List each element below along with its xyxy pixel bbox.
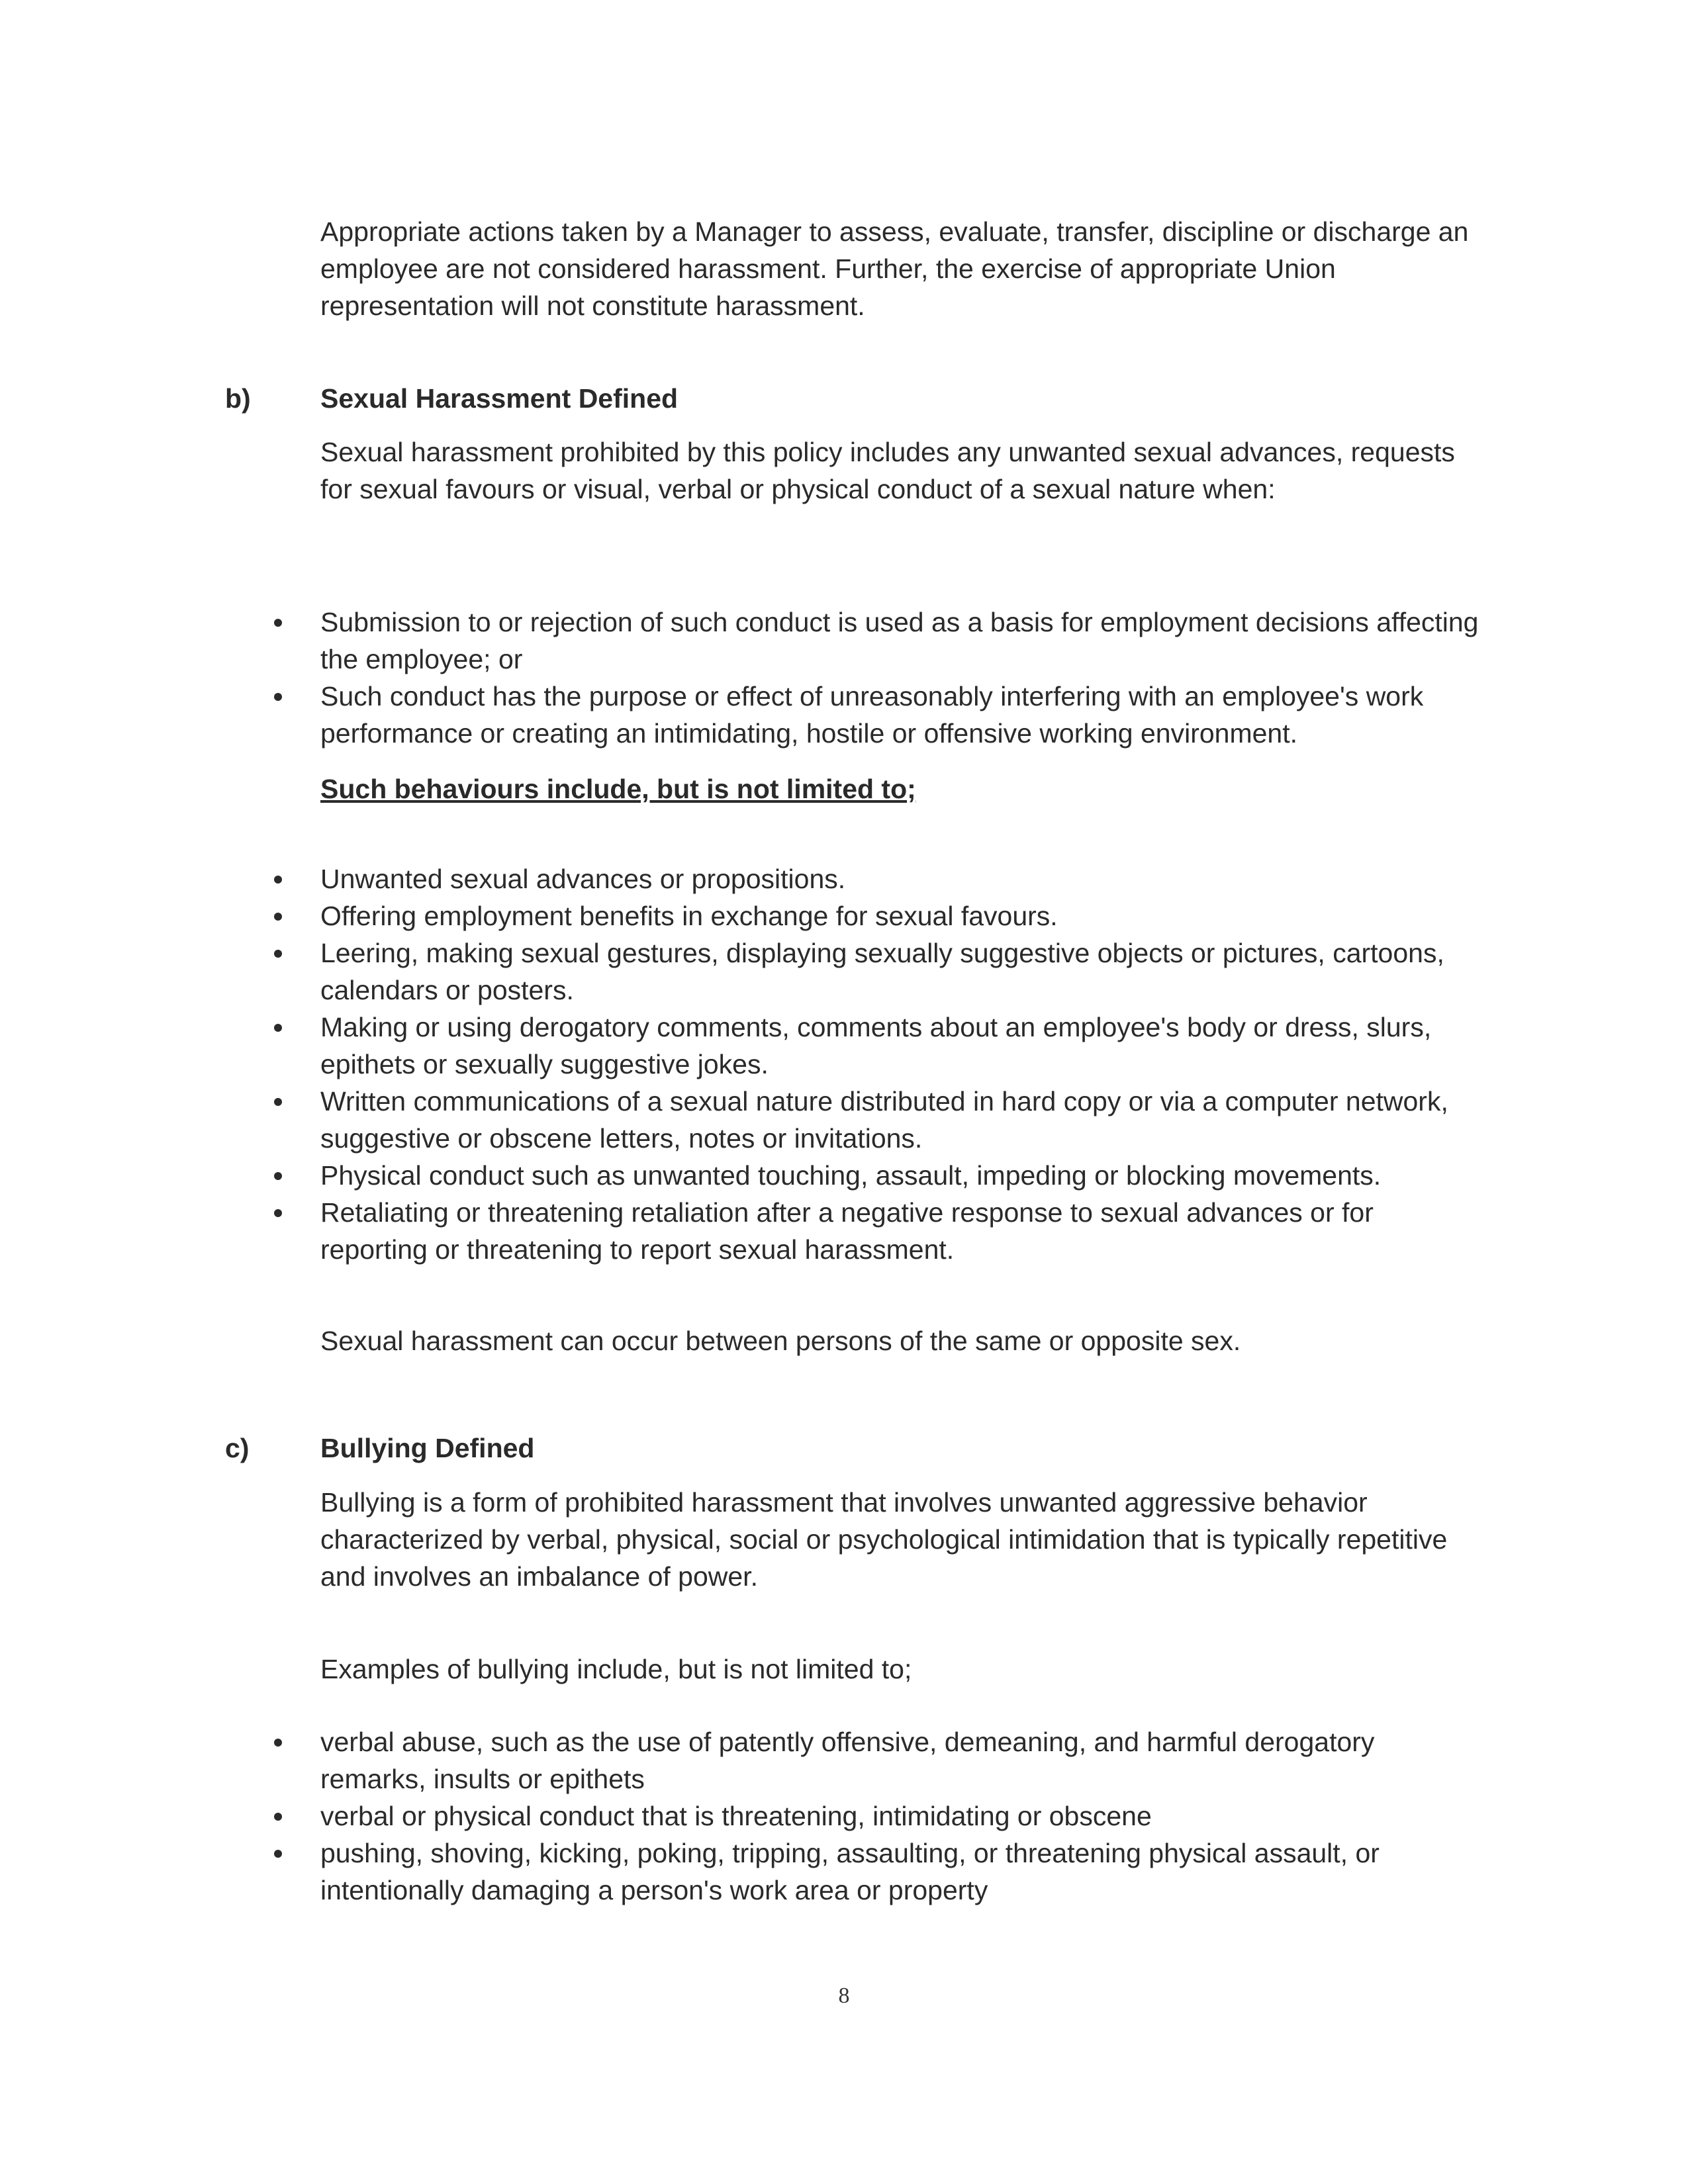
- bullet-icon: [274, 619, 282, 627]
- intro-paragraph-text: Appropriate actions taken by a Manager to assess, evaluate, transfer, discipline or discharge an employee are not considered harassment. Further, the exercise of appropriate Union representation will not constitute harassment.: [320, 216, 1469, 321]
- list-item: Retaliating or threatening retaliation after a negative response to sexual advances or for reporting or threatening to report sexual harassment.: [0, 1194, 1523, 1268]
- list-item: verbal abuse, such as the use of patently offensive, demeaning, and harmful derogatory remarks, insults or epithets: [0, 1723, 1523, 1797]
- bullet-icon: [274, 1098, 282, 1106]
- section-b-paragraph: [320, 433, 1485, 508]
- bullet-icon: [274, 950, 282, 958]
- list-item: Leering, making sexual gestures, displaying sexually suggestive objects or pictures, cartoons, calendars or posters.: [0, 934, 1523, 1009]
- bullet-icon: [274, 1024, 282, 1032]
- bullet-icon: [274, 1850, 282, 1858]
- bullet-icon: [274, 1739, 282, 1747]
- section-b-paragraph-text: Sexual harassment prohibited by this policy includes any unwanted sexual advances, requests for sexual favours or visual, verbal or physical conduct of a sexual nature when:: [320, 437, 1455, 504]
- list-item: verbal or physical conduct that is threatening, intimidating or obscene: [0, 1797, 1523, 1835]
- bullet-icon: [274, 913, 282, 921]
- list-item: Unwanted sexual advances or propositions.: [0, 860, 1523, 897]
- section-b-closing-text: Sexual harassment can occur between persons of the same or opposite sex.: [320, 1326, 1241, 1356]
- list-item: Offering employment benefits in exchange for sexual favours.: [0, 897, 1523, 934]
- intro-paragraph: [320, 213, 1485, 324]
- section-c-marker: c): [225, 1433, 250, 1463]
- bullet-icon: [274, 1813, 282, 1821]
- bullet-icon: [274, 1172, 282, 1180]
- section-c-examples-intro-text: Examples of bullying include, but is not limited to;: [320, 1654, 912, 1684]
- list-item: Written communications of a sexual nature distributed in hard copy or via a computer network, suggestive or obscene letters, notes or invitations.: [0, 1083, 1523, 1157]
- section-b-behaviours-list: [0, 860, 1523, 1268]
- bullet-icon: [274, 693, 282, 701]
- bullet-icon: [274, 1209, 282, 1217]
- section-c-paragraph: [320, 1484, 1485, 1595]
- section-b-closing: [320, 1322, 1485, 1359]
- section-c-examples-intro: [320, 1651, 1485, 1688]
- section-c-examples-list: [0, 1723, 1523, 1909]
- list-item: Submission to or rejection of such conduct is used as a basis for employment decisions affecting the employee; or: [0, 604, 1523, 678]
- section-b-conditions-list: [0, 604, 1523, 752]
- section-c-heading: Bullying Defined: [320, 1433, 535, 1463]
- page-number: 8: [838, 1983, 850, 2008]
- bullet-icon: [274, 876, 282, 884]
- list-item: Making or using derogatory comments, comments about an employee's body or dress, slurs, epithets or sexually suggestive jokes.: [0, 1009, 1523, 1083]
- list-item: Such conduct has the purpose or effect of unreasonably interfering with an employee's work performance or creating an intimidating, hostile or offensive working environment.: [0, 678, 1523, 752]
- list-item: Physical conduct such as unwanted touching, assault, impeding or blocking movements.: [0, 1157, 1523, 1194]
- list-item: pushing, shoving, kicking, poking, tripping, assaulting, or threatening physical assault, or intentionally damaging a person's work area or property: [0, 1835, 1523, 1909]
- section-c-paragraph-text: Bullying is a form of prohibited harassment that involves unwanted aggressive behavior characterized by verbal, physical, social or psychological intimidation that is typically repetitive and involves an imbalance of power.: [320, 1487, 1448, 1592]
- section-b-subheading: Such behaviours include, but is not limited to;: [320, 774, 916, 804]
- section-b-marker: b): [225, 383, 251, 414]
- section-b-heading: Sexual Harassment Defined: [320, 383, 679, 414]
